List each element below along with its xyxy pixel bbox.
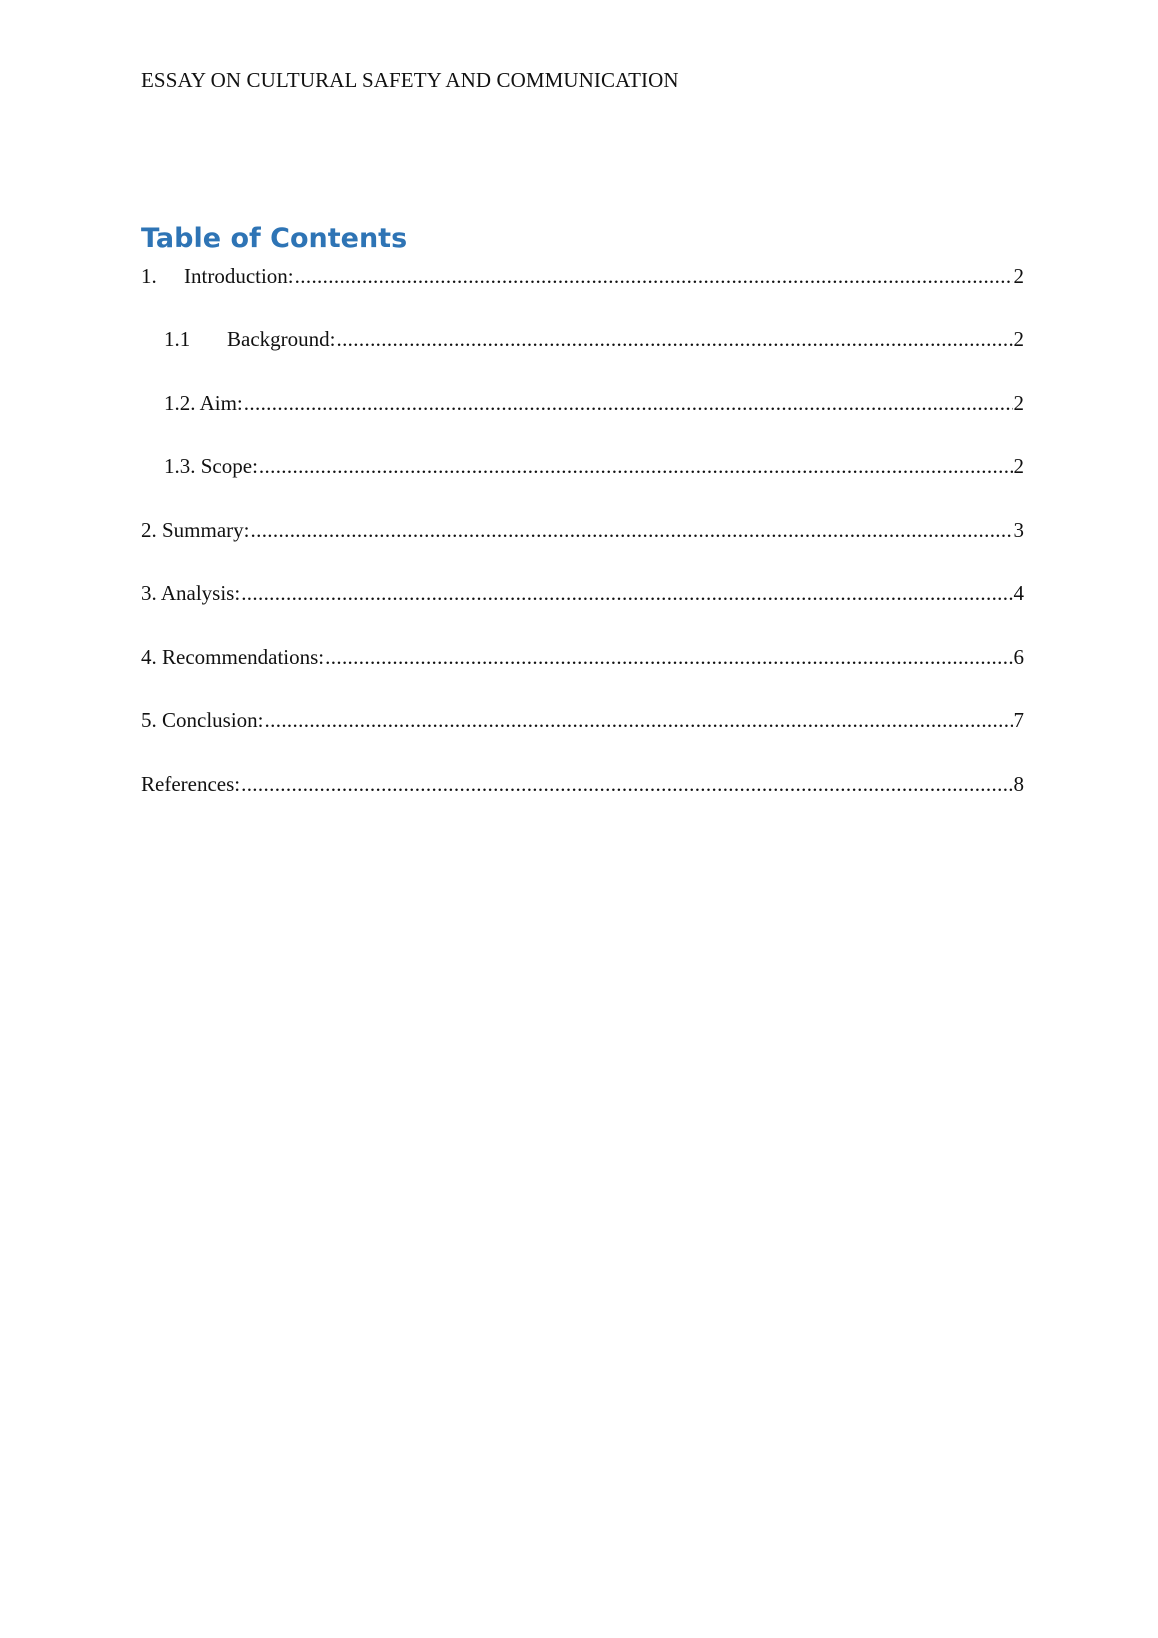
toc-leader-dots [265,708,1013,733]
running-header: ESSAY ON CULTURAL SAFETY AND COMMUNICATION [141,68,679,92]
toc-leader-dots [244,391,1013,416]
toc-page-number: 2 [1013,454,1024,478]
toc-entry-summary[interactable] [141,518,1024,544]
toc-entry-label: 5. Conclusion: [141,708,264,732]
toc-page-number: 8 [1013,772,1024,796]
toc-entry-label: References: [141,772,241,796]
toc-entry-number: 1. [141,264,157,288]
toc-entry-label: 1.2. Aim: [164,391,243,415]
toc-page-number: 2 [1013,391,1024,415]
toc-leader-dots [336,327,1012,352]
toc-page-number: 2 [1013,264,1024,288]
toc-page-number: 3 [1013,518,1024,542]
toc-entry-label: 3. Analysis: [141,581,241,605]
toc-leader-dots [241,772,1012,797]
toc-page-number: 4 [1013,581,1024,605]
toc-entry-label: 1.3. Scope: [164,454,258,478]
toc-entry-number: 1.1 [164,327,191,351]
toc-leader-dots [325,645,1012,670]
toc-entry-background[interactable] [164,327,1024,353]
toc-entry-introduction[interactable] [141,264,1024,290]
toc-leader-dots [259,454,1013,479]
toc-entry-aim[interactable] [164,391,1024,417]
toc-leader-dots [295,264,1013,289]
toc-entry-conclusion[interactable] [141,708,1024,734]
toc-entry-label: 2. Summary: [141,518,250,542]
toc-entry-references[interactable] [141,772,1024,798]
toc-entry-label: Background: [227,327,336,351]
toc-entry-label: 4. Recommendations: [141,645,325,669]
toc-page-number: 6 [1013,645,1024,669]
toc-leader-dots [251,518,1013,543]
toc-title: Table of Contents [141,223,408,254]
toc-entry-analysis[interactable] [141,581,1024,607]
toc-leader-dots [241,581,1012,606]
toc-entry-scope[interactable] [164,454,1024,480]
toc-page-number: 2 [1013,327,1024,351]
toc-entry-recommendations[interactable] [141,645,1024,671]
toc-page-number: 7 [1013,708,1024,732]
toc-entry-label: Introduction: [184,264,294,288]
